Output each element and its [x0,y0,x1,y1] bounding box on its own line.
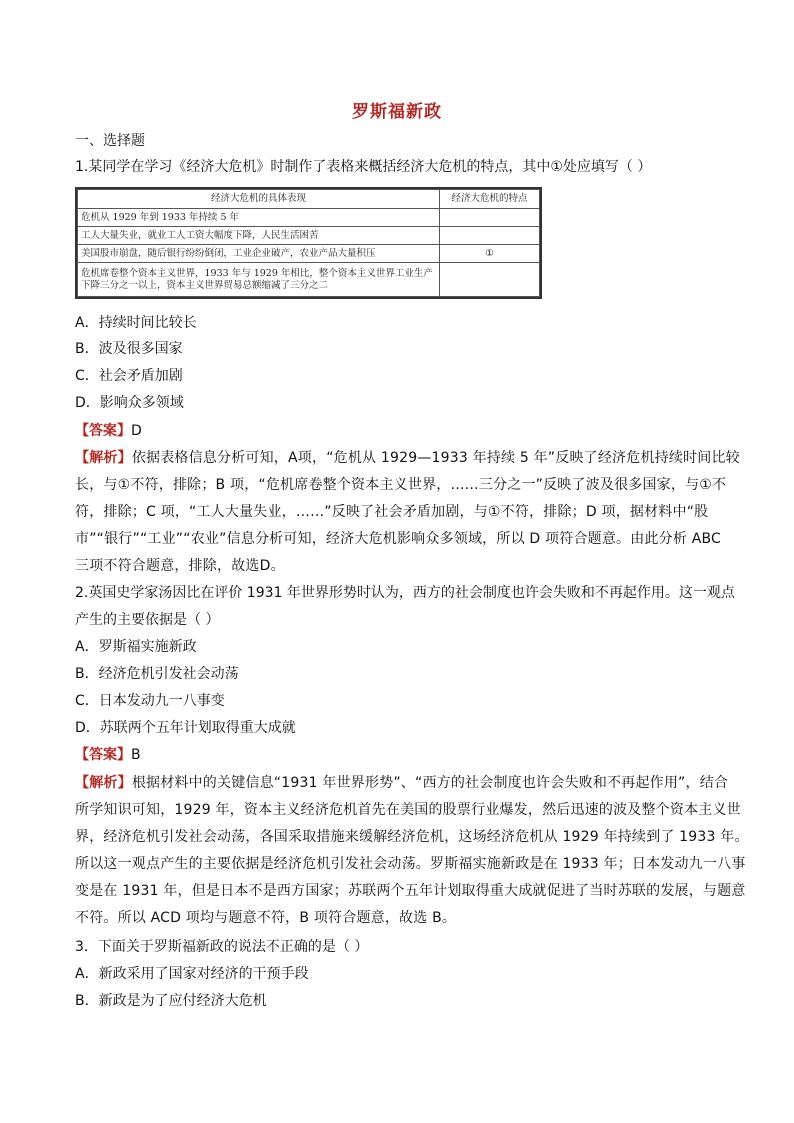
q1-stem: 1.某同学在学习《经济大危机》时制作了表格来概括经济大危机的特点，其中①处应填写（ ） [75,159,652,175]
q2-analysis-line: 所以这一观点产生的主要依据是经济危机引发社会动荡。罗斯福实施新政是在 1933 年；日本发动九一八事 [75,856,746,872]
q1-answer [75,421,725,441]
q1-analysis-line [75,448,740,468]
q1-table [75,187,542,299]
q1-analysis-line: 符，排除；C 项，“工人大量失业，……”反映了社会矛盾加剧，与①不符，排除；D 项，据材料中“股 [75,504,709,520]
q1-option-d: D．影响众多领域 [75,395,184,411]
q1-option-b: B．波及很多国家 [75,341,183,357]
answer-label: 【答案】 [75,747,131,763]
q3-option-a: A．新政采用了国家对经济的干预手段 [75,966,309,982]
table-row [78,227,540,245]
page-title: 罗斯福新政 [352,102,442,122]
table-cell-blank-1: ① [440,245,540,263]
analysis-text: 根据材料中的关键信息“1931 年世界形势”、“西方的社会制度也许会失败和不再起作用”，结合 [131,775,729,791]
q3-option-b: B．新政是为了应付经济大危机 [75,993,267,1009]
table-row [78,245,540,263]
q1-option-c: C．社会矛盾加剧 [75,368,183,384]
table-header-feature: 经济大危机的特点 [440,190,540,209]
table-row [78,263,540,297]
q2-analysis-line: 不符。所以 ACD 项均与题意不符，B 项符合题意，故选 B。 [75,910,457,926]
q2-analysis-line: 变是在 1931 年，但是日本不是西方国家；苏联两个五年计划取得重大成就促进了当时苏联的发展，与题意 [75,883,746,899]
q2-option-b: B．经济危机引发社会动荡 [75,666,239,682]
analysis-label: 【解析】 [75,450,132,466]
table-row [78,209,540,227]
q2-analysis-line: 界，经济危机引发社会动荡，各国采取措施来缓解经济危机，这场经济危机从 1929 年持续到了 1933 年。 [75,829,749,845]
analysis-text: 依据表格信息分析可知，A项，“危机从 1929—1933 年持续 5 年”反映了经济危机持续时间比较 [131,450,740,466]
table-cell [440,209,540,227]
q2-answer [75,745,725,765]
answer-value: B [131,747,141,763]
q2-analysis-line: 所学知识可知，1929 年，资本主义经济危机首先在美国的股票行业爆发，然后迅速的波及整个资本主义世 [75,802,741,818]
q2-stem-line: 产生的主要依据是（ ） [75,612,220,628]
q2-option-a: A．罗斯福实施新政 [75,639,197,655]
table-cell: 工人大量失业，就业工人工资大幅度下降，人民生活困苦 [78,227,440,245]
table-cell [440,227,540,245]
table-cell: 美国股市崩盘，随后银行纷纷倒闭，工业企业破产，农业产品大量积压 [78,245,440,263]
table-cell: 危机席卷整个资本主义世界，1933 年与 1929 年相比，整个资本主义世界工业生产下降三分之一以上，资本主义世界贸易总额缩减了三分之二 [78,263,440,297]
q2-option-c: C．日本发动九一八事变 [75,693,225,709]
q2-stem-line: 2.英国史学家汤因比在评价 1931 年世界形势时认为，西方的社会制度也许会失败和不再起作用。这一观点 [75,585,735,601]
answer-value: D [131,423,142,439]
section-heading: 一、选择题 [75,133,145,149]
table-cell: 危机从 1929 年到 1933 年持续 5 年 [78,209,440,227]
q3-stem: 3．下面关于罗斯福新政的说法不正确的是（ ） [75,939,369,955]
q2-option-d: D．苏联两个五年计划取得重大成就 [75,720,296,736]
analysis-label: 【解析】 [75,775,132,791]
q1-option-a: A．持续时间比较长 [75,315,197,331]
q2-analysis-line [75,773,729,793]
q1-analysis-line: 三项不符合题意，排除，故选D。 [75,558,285,574]
table-cell [440,263,540,297]
q1-analysis-line: 长，与①不符，排除；B 项，“危机席卷整个资本主义世界，……三分之一”反映了波及很多国家，与①不 [75,477,727,493]
table-header-manifestation: 经济大危机的具体表现 [78,190,440,209]
q1-analysis-line: 市”“银行”“工业”“农业”信息分析可知，经济大危机影响众多领域，所以 D 项符合题意。由此分析 ABC [75,531,722,547]
answer-label: 【答案】 [75,423,131,439]
